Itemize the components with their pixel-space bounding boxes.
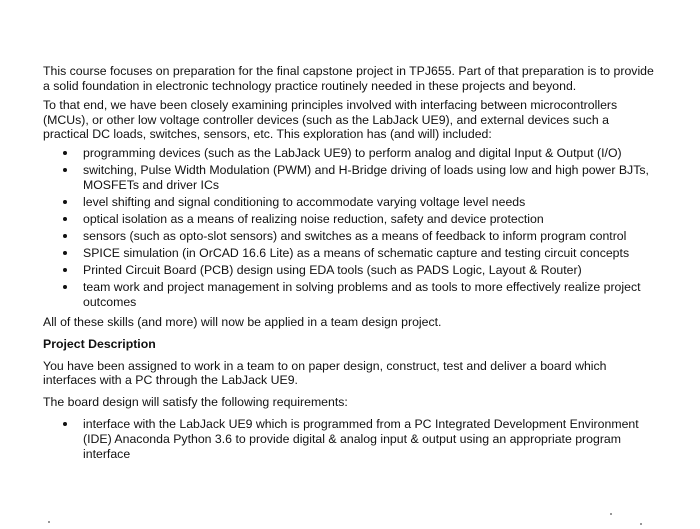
intro-paragraph: This course focuses on preparation for the final capstone project in TPJ655. Part of that preparation is to provide a solid foundation in electronic technology practice routinely needed in these projects and beyond. xyxy=(43,64,654,93)
topics-list xyxy=(43,146,655,309)
requirements-list xyxy=(43,417,655,461)
list-item: sensors (such as opto-slot sensors) and switches as a means of feedback to inform program control xyxy=(43,229,655,244)
list-item: interface with the LabJack UE9 which is programmed from a PC Integrated Development Environment (IDE) Anaconda Python 3.6 to provide digital & analog input & output using an appropriate program interface xyxy=(43,417,655,461)
list-item: optical isolation as a means of realizing noise reduction, safety and device protection xyxy=(43,212,655,227)
list-item: level shifting and signal conditioning to accommodate varying voltage level needs xyxy=(43,195,655,210)
list-item: programming devices (such as the LabJack UE9) to perform analog and digital Input & Output (I/O) xyxy=(43,146,655,161)
list-item: team work and project management in solving problems and as tools to more effectively realize project outcomes xyxy=(43,280,655,309)
list-item: switching, Pulse Width Modulation (PWM) and H-Bridge driving of loads using low and high power BJTs, MOSFETs and driver ICs xyxy=(43,163,655,192)
list-item: Printed Circuit Board (PCB) design using EDA tools (such as PADS Logic, Layout & Router) xyxy=(43,263,655,278)
document-body xyxy=(43,64,655,467)
context-paragraph: To that end, we have been closely examining principles involved with interfacing between microcontrollers (MCUs), or other low voltage controller devices (such as the LabJack UE9), and external devices such a practical DC loads, switches, sensors, etc. This exploration has (and will) included: xyxy=(43,98,618,142)
list-item: SPICE simulation (in OrCAD 16.6 Lite) as a means of schematic capture and testing circuit concepts xyxy=(43,246,655,261)
assignment-paragraph: You have been assigned to work in a team to on paper design, construct, test and deliver a board which interfaces with a PC through the LabJack UE9. xyxy=(43,358,607,388)
requirements-intro: The board design will satisfy the following requirements: xyxy=(43,394,348,409)
skills-paragraph: All of these skills (and more) will now be applied in a team design project. xyxy=(43,315,442,330)
project-description-heading: Project Description xyxy=(43,337,156,351)
